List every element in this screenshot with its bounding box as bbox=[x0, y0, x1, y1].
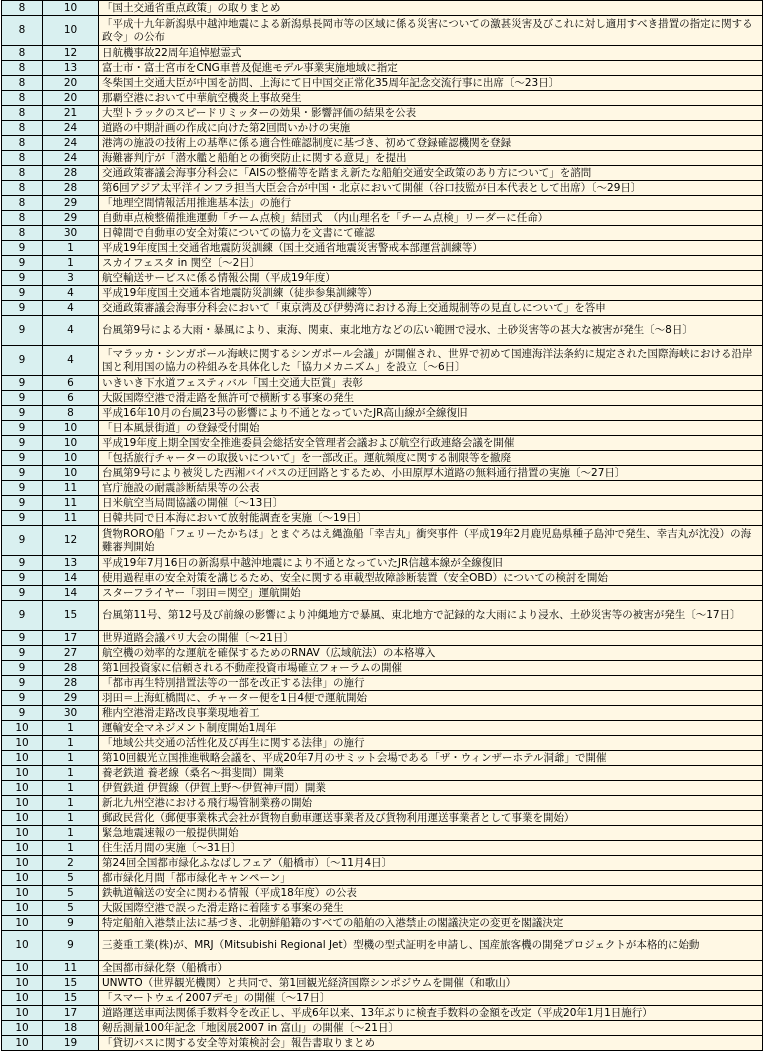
month-cell: 10 bbox=[2, 766, 43, 781]
month-cell: 8 bbox=[2, 16, 43, 46]
event-cell: 第1回投資家に信頼される不動産投資市場確立フォーラムの開催 bbox=[99, 661, 763, 676]
table-row bbox=[2, 61, 763, 76]
month-cell: 10 bbox=[2, 991, 43, 1006]
table-row bbox=[2, 496, 763, 511]
day-cell: 12 bbox=[43, 46, 99, 61]
day-cell: 5 bbox=[43, 901, 99, 916]
event-cell: 台風第11号、第12号及び前線の影響により沖縄地方で暴風、東北地方で記録的な大雨により浸水、土砂災害等の被害が発生〔～17日〕 bbox=[99, 601, 763, 631]
event-cell: 道路の中期計画の作成に向けた第2回問いかけの実施 bbox=[99, 121, 763, 136]
table-row bbox=[2, 181, 763, 196]
event-cell: 冬柴国土交通大臣が中国を訪問、上海にて日中国交正常化35周年記念交流行事に出席〔～23日〕 bbox=[99, 76, 763, 91]
event-cell: 「地理空間情報活用推進基本法」の施行 bbox=[99, 196, 763, 211]
month-cell: 10 bbox=[2, 976, 43, 991]
day-cell: 1 bbox=[43, 751, 99, 766]
table-row bbox=[2, 421, 763, 436]
month-cell: 10 bbox=[2, 871, 43, 886]
event-cell: 新北九州空港における飛行場管制業務の開始 bbox=[99, 796, 763, 811]
table-row bbox=[2, 751, 763, 766]
month-cell: 9 bbox=[2, 376, 43, 391]
month-cell: 10 bbox=[2, 826, 43, 841]
month-cell: 8 bbox=[2, 211, 43, 226]
day-cell: 12 bbox=[43, 526, 99, 556]
event-cell: 第24回全国都市緑化ふなばしフェア（船橋市）〔～11月4日〕 bbox=[99, 856, 763, 871]
table-row bbox=[2, 601, 763, 631]
day-cell: 24 bbox=[43, 121, 99, 136]
day-cell: 6 bbox=[43, 376, 99, 391]
month-cell: 8 bbox=[2, 181, 43, 196]
day-cell: 1 bbox=[43, 796, 99, 811]
table-row bbox=[2, 436, 763, 451]
day-cell: 1 bbox=[43, 736, 99, 751]
table-row bbox=[2, 76, 763, 91]
event-cell: 大阪国際空港で誤った滑走路に着陸する事案の発生 bbox=[99, 901, 763, 916]
month-cell: 9 bbox=[2, 556, 43, 571]
month-cell: 9 bbox=[2, 301, 43, 316]
day-cell: 29 bbox=[43, 211, 99, 226]
day-cell: 20 bbox=[43, 91, 99, 106]
day-cell: 27 bbox=[43, 646, 99, 661]
event-cell: いきいき下水道フェスティバル「国土交通大臣賞」表彰 bbox=[99, 376, 763, 391]
chronology-table bbox=[1, 0, 763, 1051]
event-cell: 郵政民営化（郵便事業株式会社が貨物自動車運送事業者及び貨物利用運送事業者として事業を開始） bbox=[99, 811, 763, 826]
month-cell: 9 bbox=[2, 436, 43, 451]
event-cell: 航空機の効率的な運航を確保するためのRNAV（広域航法）の本格導入 bbox=[99, 646, 763, 661]
day-cell: 4 bbox=[43, 346, 99, 376]
table-row bbox=[2, 856, 763, 871]
table-row bbox=[2, 226, 763, 241]
month-cell: 8 bbox=[2, 1, 43, 16]
event-cell: 「スマートウェイ2007デモ」の開催〔～17日〕 bbox=[99, 991, 763, 1006]
day-cell: 10 bbox=[43, 1, 99, 16]
month-cell: 9 bbox=[2, 391, 43, 406]
day-cell: 13 bbox=[43, 556, 99, 571]
day-cell: 17 bbox=[43, 1006, 99, 1021]
day-cell: 11 bbox=[43, 481, 99, 496]
month-cell: 10 bbox=[2, 1006, 43, 1021]
day-cell: 30 bbox=[43, 226, 99, 241]
day-cell: 21 bbox=[43, 106, 99, 121]
month-cell: 9 bbox=[2, 571, 43, 586]
table-row bbox=[2, 1021, 763, 1036]
month-cell: 8 bbox=[2, 226, 43, 241]
table-row bbox=[2, 286, 763, 301]
table-row bbox=[2, 166, 763, 181]
table-row bbox=[2, 391, 763, 406]
event-cell: 羽田＝上海虹橋間に、チャーター便を1日4便で運航開始 bbox=[99, 691, 763, 706]
month-cell: 8 bbox=[2, 76, 43, 91]
day-cell: 5 bbox=[43, 886, 99, 901]
event-cell: 剱岳測量100年記念「地図展2007 in 富山」の開催〔～21日〕 bbox=[99, 1021, 763, 1036]
day-cell: 11 bbox=[43, 961, 99, 976]
month-cell: 10 bbox=[2, 856, 43, 871]
event-cell: 港湾の施設の技術上の基準に係る適合性確認制度に基づき、初めて登録確認機関を登録 bbox=[99, 136, 763, 151]
event-cell: 第10回観光立国推進戦略会議を、平成20年7月のサミット会場である「ザ・ウィンザーホテル洞爺」で開催 bbox=[99, 751, 763, 766]
day-cell: 11 bbox=[43, 496, 99, 511]
table-row bbox=[2, 721, 763, 736]
table-row bbox=[2, 256, 763, 271]
event-cell: 交通政策審議会海事分科会において「東京湾及び伊勢湾における海上交通規制等の見直しについて」を答申 bbox=[99, 301, 763, 316]
month-cell: 9 bbox=[2, 526, 43, 556]
day-cell: 29 bbox=[43, 196, 99, 211]
table-row bbox=[2, 931, 763, 961]
day-cell: 1 bbox=[43, 721, 99, 736]
event-cell: 第6回アジア太平洋インフラ担当大臣会合が中国・北京において開催（谷口技監が日本代表として出席）〔～29日〕 bbox=[99, 181, 763, 196]
month-cell: 10 bbox=[2, 886, 43, 901]
event-cell: 台風第9号による大雨・暴風により、東海、関東、東北地方などの広い範囲で浸水、土砂災害等の甚大な被害が発生〔～8日〕 bbox=[99, 316, 763, 346]
month-cell: 10 bbox=[2, 781, 43, 796]
day-cell: 5 bbox=[43, 871, 99, 886]
table-row bbox=[2, 871, 763, 886]
month-cell: 8 bbox=[2, 136, 43, 151]
event-cell: 富士市・富士宮市をCNG車普及促進モデル事業実施地域に指定 bbox=[99, 61, 763, 76]
day-cell: 10 bbox=[43, 466, 99, 481]
day-cell: 24 bbox=[43, 151, 99, 166]
day-cell: 18 bbox=[43, 1021, 99, 1036]
table-row bbox=[2, 376, 763, 391]
event-cell: 「マラッカ・シンガポール海峡に関するシンガポール会議」が開催され、世界で初めて国連海洋法条約に規定された国際海峡における沿岸国と利用国の協力の枠組みを具体化した「協力メカニズム」を設立〔～6日〕 bbox=[99, 346, 763, 376]
month-cell: 9 bbox=[2, 241, 43, 256]
month-cell: 8 bbox=[2, 91, 43, 106]
table-row bbox=[2, 571, 763, 586]
table-row bbox=[2, 406, 763, 421]
month-cell: 9 bbox=[2, 466, 43, 481]
day-cell: 4 bbox=[43, 286, 99, 301]
month-cell: 9 bbox=[2, 256, 43, 271]
event-cell: 三菱重工業(株)が、MRJ（Mitsubishi Regional Jet）型機の型式証明を申請し、国産旅客機の開発プロジェクトが本格的に始動 bbox=[99, 931, 763, 961]
day-cell: 30 bbox=[43, 706, 99, 721]
event-cell: 那覇空港において中華航空機炎上事故発生 bbox=[99, 91, 763, 106]
table-row bbox=[2, 121, 763, 136]
event-cell: 運輸安全マネジメント制度開始1周年 bbox=[99, 721, 763, 736]
month-cell: 9 bbox=[2, 631, 43, 646]
event-cell: 稚内空港滑走路改良事業現地着工 bbox=[99, 706, 763, 721]
day-cell: 10 bbox=[43, 436, 99, 451]
month-cell: 9 bbox=[2, 601, 43, 631]
month-cell: 9 bbox=[2, 586, 43, 601]
event-cell: スカイフェスタ in 関空〔～2日〕 bbox=[99, 256, 763, 271]
month-cell: 8 bbox=[2, 121, 43, 136]
table-row bbox=[2, 826, 763, 841]
table-row bbox=[2, 631, 763, 646]
month-cell: 10 bbox=[2, 841, 43, 856]
event-cell: 特定船舶入港禁止法に基づき、北朝鮮船籍のすべての船舶の入港禁止の閣議決定の変更を閣議決定 bbox=[99, 916, 763, 931]
month-cell: 9 bbox=[2, 661, 43, 676]
day-cell: 8 bbox=[43, 406, 99, 421]
table-row bbox=[2, 901, 763, 916]
month-cell: 9 bbox=[2, 286, 43, 301]
month-cell: 9 bbox=[2, 271, 43, 286]
day-cell: 1 bbox=[43, 781, 99, 796]
event-cell: 「地域公共交通の活性化及び再生に関する法律」の施行 bbox=[99, 736, 763, 751]
event-cell: 「貸切バスに関する安全等対策検討会」報告書取りまとめ bbox=[99, 1036, 763, 1051]
event-cell: 官庁施設の耐震診断結果等の公表 bbox=[99, 481, 763, 496]
month-cell: 10 bbox=[2, 796, 43, 811]
event-cell: 平成19年度国土交通本省地震防災訓練（徒歩参集訓練等） bbox=[99, 286, 763, 301]
day-cell: 11 bbox=[43, 511, 99, 526]
day-cell: 15 bbox=[43, 991, 99, 1006]
table-row bbox=[2, 736, 763, 751]
table-row bbox=[2, 706, 763, 721]
day-cell: 1 bbox=[43, 241, 99, 256]
day-cell: 14 bbox=[43, 586, 99, 601]
table-row bbox=[2, 526, 763, 556]
month-cell: 8 bbox=[2, 151, 43, 166]
event-cell: 伊賀鉄道 伊賀線（伊賀上野～伊賀神戸間）開業 bbox=[99, 781, 763, 796]
month-cell: 10 bbox=[2, 901, 43, 916]
event-cell: 住生活月間の実施〔～31日〕 bbox=[99, 841, 763, 856]
day-cell: 9 bbox=[43, 916, 99, 931]
table-row bbox=[2, 106, 763, 121]
event-cell: 緊急地震速報の一般提供開始 bbox=[99, 826, 763, 841]
event-cell: 都市緑化月間「都市緑化キャンペーン」 bbox=[99, 871, 763, 886]
month-cell: 10 bbox=[2, 931, 43, 961]
day-cell: 3 bbox=[43, 271, 99, 286]
day-cell: 1 bbox=[43, 256, 99, 271]
table-row bbox=[2, 346, 763, 376]
month-cell: 8 bbox=[2, 106, 43, 121]
table-row bbox=[2, 886, 763, 901]
event-cell: 平成19年度国土交通省地震防災訓練（国土交通省地震災害警戒本部運営訓練等） bbox=[99, 241, 763, 256]
table-row bbox=[2, 46, 763, 61]
table-row bbox=[2, 646, 763, 661]
month-cell: 10 bbox=[2, 916, 43, 931]
month-cell: 9 bbox=[2, 511, 43, 526]
day-cell: 1 bbox=[43, 766, 99, 781]
table-row bbox=[2, 586, 763, 601]
day-cell: 1 bbox=[43, 826, 99, 841]
table-row bbox=[2, 1, 763, 16]
table-row bbox=[2, 301, 763, 316]
event-cell: 平成19年度上期全国安全推進委員会総括安全管理者会議および航空行政連絡会議を開催 bbox=[99, 436, 763, 451]
day-cell: 28 bbox=[43, 676, 99, 691]
month-cell: 9 bbox=[2, 646, 43, 661]
day-cell: 10 bbox=[43, 16, 99, 46]
month-cell: 10 bbox=[2, 961, 43, 976]
event-cell: 使用過程車の安全対策を講じるため、安全に関する車載型故障診断装置（安全OBD）についての検討を開始 bbox=[99, 571, 763, 586]
table-row bbox=[2, 1006, 763, 1021]
month-cell: 10 bbox=[2, 721, 43, 736]
table-row bbox=[2, 991, 763, 1006]
day-cell: 14 bbox=[43, 571, 99, 586]
event-cell: 平成19年7月16日の新潟県中越沖地震により不通となっていたJR信越本線が全線復旧 bbox=[99, 556, 763, 571]
day-cell: 15 bbox=[43, 976, 99, 991]
event-cell: 「国土交通省重点政策」の取りまとめ bbox=[99, 1, 763, 16]
month-cell: 9 bbox=[2, 691, 43, 706]
event-cell: 「都市再生特別措置法等の一部を改正する法律」の施行 bbox=[99, 676, 763, 691]
day-cell: 6 bbox=[43, 391, 99, 406]
table-row bbox=[2, 796, 763, 811]
month-cell: 9 bbox=[2, 706, 43, 721]
day-cell: 4 bbox=[43, 301, 99, 316]
table-row bbox=[2, 691, 763, 706]
event-cell: 大型トラックのスピードリミッターの効果・影響評価の結果を公表 bbox=[99, 106, 763, 121]
event-cell: UNWTO（世界観光機関）と共同で、第1回観光経済国際シンポジウムを開催（和歌山） bbox=[99, 976, 763, 991]
day-cell: 29 bbox=[43, 691, 99, 706]
month-cell: 9 bbox=[2, 481, 43, 496]
table-row bbox=[2, 841, 763, 856]
month-cell: 10 bbox=[2, 736, 43, 751]
month-cell: 9 bbox=[2, 451, 43, 466]
day-cell: 20 bbox=[43, 76, 99, 91]
month-cell: 8 bbox=[2, 61, 43, 76]
day-cell: 9 bbox=[43, 931, 99, 961]
event-cell: 鉄軌道輸送の安全に関わる情報（平成18年度）の公表 bbox=[99, 886, 763, 901]
event-cell: 海難審判庁が「潜水艦と船舶との衝突防止に関する意見」を提出 bbox=[99, 151, 763, 166]
table-row bbox=[2, 151, 763, 166]
table-row bbox=[2, 196, 763, 211]
table-row bbox=[2, 676, 763, 691]
event-cell: 交通政策審議会海事分科会に「AISの整備等を踏まえ新たな船舶交通安全政策のあり方について」を諮問 bbox=[99, 166, 763, 181]
event-cell: 道路運送車両法関係手数料令を改正し、平成6年以来、13年ぶりに検査手数料の金額を改定（平成20年1月1日施行） bbox=[99, 1006, 763, 1021]
day-cell: 10 bbox=[43, 451, 99, 466]
table-row bbox=[2, 91, 763, 106]
event-cell: 「日本風景街道」の登録受付開始 bbox=[99, 421, 763, 436]
event-cell: 日韓共同で日本海において放射能調査を実施〔～19日〕 bbox=[99, 511, 763, 526]
month-cell: 10 bbox=[2, 1036, 43, 1051]
table-row bbox=[2, 211, 763, 226]
event-cell: 「包括旅行チャーターの取扱いについて」を一部改正。運航頻度に関する制限等を撤廃 bbox=[99, 451, 763, 466]
day-cell: 19 bbox=[43, 1036, 99, 1051]
event-cell: 大阪国際空港で滑走路を無許可で横断する事案の発生 bbox=[99, 391, 763, 406]
table-row bbox=[2, 481, 763, 496]
day-cell: 4 bbox=[43, 316, 99, 346]
day-cell: 24 bbox=[43, 136, 99, 151]
table-row bbox=[2, 316, 763, 346]
month-cell: 10 bbox=[2, 1021, 43, 1036]
month-cell: 9 bbox=[2, 346, 43, 376]
month-cell: 8 bbox=[2, 166, 43, 181]
event-cell: 貨物RORO船「フェリーたかちほ」とまぐろはえ縄漁船「幸吉丸」衝突事件（平成19年2月鹿児島県種子島沖で発生、幸吉丸が沈没）の海難審判開始 bbox=[99, 526, 763, 556]
table-row bbox=[2, 661, 763, 676]
month-cell: 10 bbox=[2, 751, 43, 766]
table-row bbox=[2, 556, 763, 571]
event-cell: 全国都市緑化祭（船橋市） bbox=[99, 961, 763, 976]
table-row bbox=[2, 271, 763, 286]
event-cell: 日航機事故22周年追悼慰霊式 bbox=[99, 46, 763, 61]
table-row bbox=[2, 766, 763, 781]
table-row bbox=[2, 451, 763, 466]
month-cell: 8 bbox=[2, 196, 43, 211]
table-row bbox=[2, 916, 763, 931]
month-cell: 9 bbox=[2, 676, 43, 691]
day-cell: 13 bbox=[43, 61, 99, 76]
event-cell: 日米航空当局間協議の開催〔～13日〕 bbox=[99, 496, 763, 511]
event-cell: 台風第9号により被災した西湘バイパスの迂回路とするため、小田原厚木道路の無料通行措置の実施〔～27日〕 bbox=[99, 466, 763, 481]
day-cell: 17 bbox=[43, 631, 99, 646]
table-row bbox=[2, 961, 763, 976]
table-row bbox=[2, 136, 763, 151]
table-row bbox=[2, 16, 763, 46]
event-cell: 世界道路会議パリ大会の開催〔～21日〕 bbox=[99, 631, 763, 646]
month-cell: 8 bbox=[2, 46, 43, 61]
event-cell: 「平成十九年新潟県中越沖地震による新潟県長岡市等の区域に係る災害についての激甚災害及びこれに対し適用すべき措置の指定に関する政令」の公布 bbox=[99, 16, 763, 46]
event-cell: スターフライヤー「羽田＝関空」運航開始 bbox=[99, 586, 763, 601]
day-cell: 28 bbox=[43, 181, 99, 196]
month-cell: 9 bbox=[2, 421, 43, 436]
event-cell: 日韓間で自動車の安全対策についての協力を文書にて確認 bbox=[99, 226, 763, 241]
table-row bbox=[2, 241, 763, 256]
month-cell: 9 bbox=[2, 496, 43, 511]
event-cell: 平成16年10月の台風23号の影響により不通となっていたJR高山線が全線復旧 bbox=[99, 406, 763, 421]
event-cell: 航空輸送サービスに係る情報公開（平成19年度） bbox=[99, 271, 763, 286]
table-row bbox=[2, 976, 763, 991]
table-row bbox=[2, 466, 763, 481]
table-row bbox=[2, 511, 763, 526]
month-cell: 9 bbox=[2, 316, 43, 346]
table-row bbox=[2, 781, 763, 796]
day-cell: 15 bbox=[43, 601, 99, 631]
chronology-table-body bbox=[2, 1, 763, 1051]
day-cell: 10 bbox=[43, 421, 99, 436]
day-cell: 2 bbox=[43, 856, 99, 871]
day-cell: 1 bbox=[43, 841, 99, 856]
day-cell: 1 bbox=[43, 811, 99, 826]
table-row bbox=[2, 811, 763, 826]
month-cell: 9 bbox=[2, 406, 43, 421]
event-cell: 自動車点検整備推進運動「チーム点検」結団式 （内山理名を「チーム点検」リーダーに任命） bbox=[99, 211, 763, 226]
day-cell: 28 bbox=[43, 661, 99, 676]
month-cell: 10 bbox=[2, 811, 43, 826]
event-cell: 養老鉄道 養老線（桑名～揖斐間）開業 bbox=[99, 766, 763, 781]
day-cell: 28 bbox=[43, 166, 99, 181]
table-row bbox=[2, 1036, 763, 1051]
